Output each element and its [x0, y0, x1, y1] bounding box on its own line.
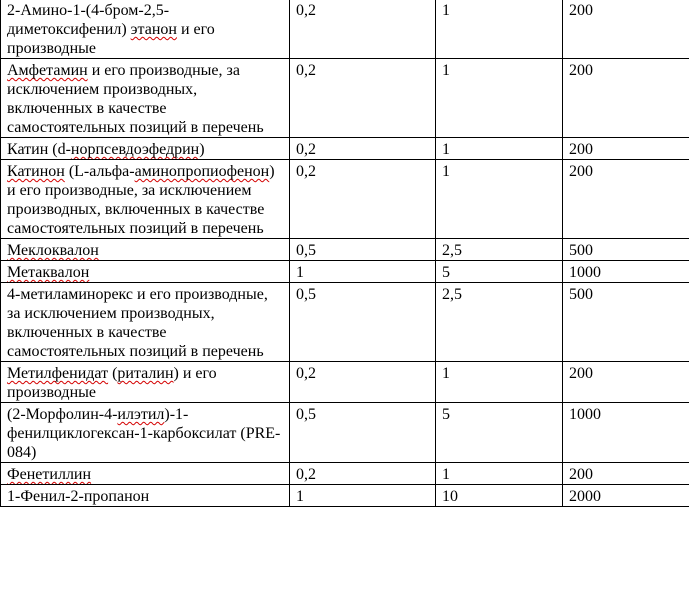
value-cell-4: 200: [563, 463, 689, 485]
table-row: [1, 362, 689, 403]
spellcheck-word: илэтил: [117, 406, 165, 423]
name-text: ): [199, 141, 205, 158]
spellcheck-word: Меклоквалон: [7, 242, 99, 259]
value-cell-3: 1: [436, 463, 563, 485]
name-text: (2-Морфолин-4-: [7, 406, 118, 423]
spellcheck-word: норпсевдоэфедрин: [70, 141, 200, 158]
value-cell-3: 1: [436, 138, 563, 160]
spellcheck-word: Фенетиллин: [7, 466, 92, 483]
value-cell-2: 0,5: [290, 403, 436, 463]
value-cell-3: 2,5: [436, 283, 563, 362]
table-row: [1, 160, 689, 239]
value-cell-4: 1000: [563, 403, 689, 463]
name-text: 4-метиламинорекс и его производные, за исключением производных, включенных в качестве самостоятельных позиций в перечень: [7, 286, 268, 360]
substance-name-cell: [1, 362, 290, 403]
value-cell-4: 500: [563, 283, 689, 362]
value-cell-4: 200: [563, 138, 689, 160]
table-row: [1, 283, 689, 362]
name-text: (L-альфа-: [64, 163, 135, 180]
substance-name-cell: [1, 403, 290, 463]
name-text: и его производные, за исключением производных, включенных в качестве самостоятельных позиций в перечень: [7, 62, 264, 136]
spellcheck-word: этанон: [130, 21, 177, 38]
value-cell-3: 10: [436, 485, 563, 507]
substance-name-cell: [1, 160, 290, 239]
table-row: [1, 403, 689, 463]
spellcheck-word: аминопропиофенон: [134, 163, 270, 180]
name-text: 1-Фенил-2-пропанон: [7, 488, 150, 505]
substance-name-cell: [1, 283, 290, 362]
value-cell-2: 0,2: [290, 138, 436, 160]
substance-name-cell: [1, 239, 290, 261]
name-text: ) и его производные, за исключением производных, включенных в качестве самостоятельных позиций в перечень: [7, 163, 275, 237]
value-cell-3: 1: [436, 362, 563, 403]
spellcheck-word: Метилфенидат: [7, 365, 109, 382]
spellcheck-word: риталин: [117, 365, 174, 382]
table-row: [1, 59, 689, 138]
value-cell-3: 2,5: [436, 239, 563, 261]
table-row: [1, 239, 689, 261]
value-cell-2: 0,5: [290, 283, 436, 362]
value-cell-2: 1: [290, 485, 436, 507]
name-text: и его производные: [7, 21, 215, 57]
table-row: [1, 485, 689, 507]
substance-name-cell: [1, 0, 290, 59]
name-text: 2-Амино-1-(4-бром-2,5-диметоксифенил): [7, 2, 170, 38]
name-text: )-1-фенилциклогексан-1-карбоксилат (PRE-084): [7, 406, 281, 461]
value-cell-2: 0,2: [290, 59, 436, 138]
table-row: [1, 138, 689, 160]
value-cell-3: 5: [436, 261, 563, 283]
value-cell-2: 0,2: [290, 160, 436, 239]
value-cell-4: 200: [563, 160, 689, 239]
table-row: [1, 0, 689, 59]
name-text: ) и его производные: [7, 365, 217, 401]
table-row: [1, 463, 689, 485]
value-cell-2: 0,2: [290, 0, 436, 59]
value-cell-2: 1: [290, 261, 436, 283]
value-cell-4: 1000: [563, 261, 689, 283]
substance-name-cell: [1, 485, 290, 507]
value-cell-3: 5: [436, 403, 563, 463]
name-text: Катин (d-: [7, 141, 71, 158]
value-cell-2: 0,2: [290, 463, 436, 485]
value-cell-4: 200: [563, 362, 689, 403]
spellcheck-word: Амфетамин: [7, 62, 88, 79]
value-cell-4: 200: [563, 59, 689, 138]
value-cell-2: 0,5: [290, 239, 436, 261]
substance-name-cell: [1, 138, 290, 160]
name-text: (: [108, 365, 118, 382]
value-cell-2: 0,2: [290, 362, 436, 403]
table-row: [1, 261, 689, 283]
spellcheck-word: Катинон: [7, 163, 65, 180]
value-cell-4: 200: [563, 0, 689, 59]
value-cell-3: 1: [436, 160, 563, 239]
table-body: [1, 0, 689, 507]
substance-name-cell: [1, 463, 290, 485]
spellcheck-word: Метаквалон: [7, 264, 90, 281]
substance-name-cell: [1, 261, 290, 283]
substance-name-cell: [1, 59, 290, 138]
value-cell-4: 2000: [563, 485, 689, 507]
value-cell-4: 500: [563, 239, 689, 261]
value-cell-3: 1: [436, 59, 563, 138]
value-cell-3: 1: [436, 0, 563, 59]
